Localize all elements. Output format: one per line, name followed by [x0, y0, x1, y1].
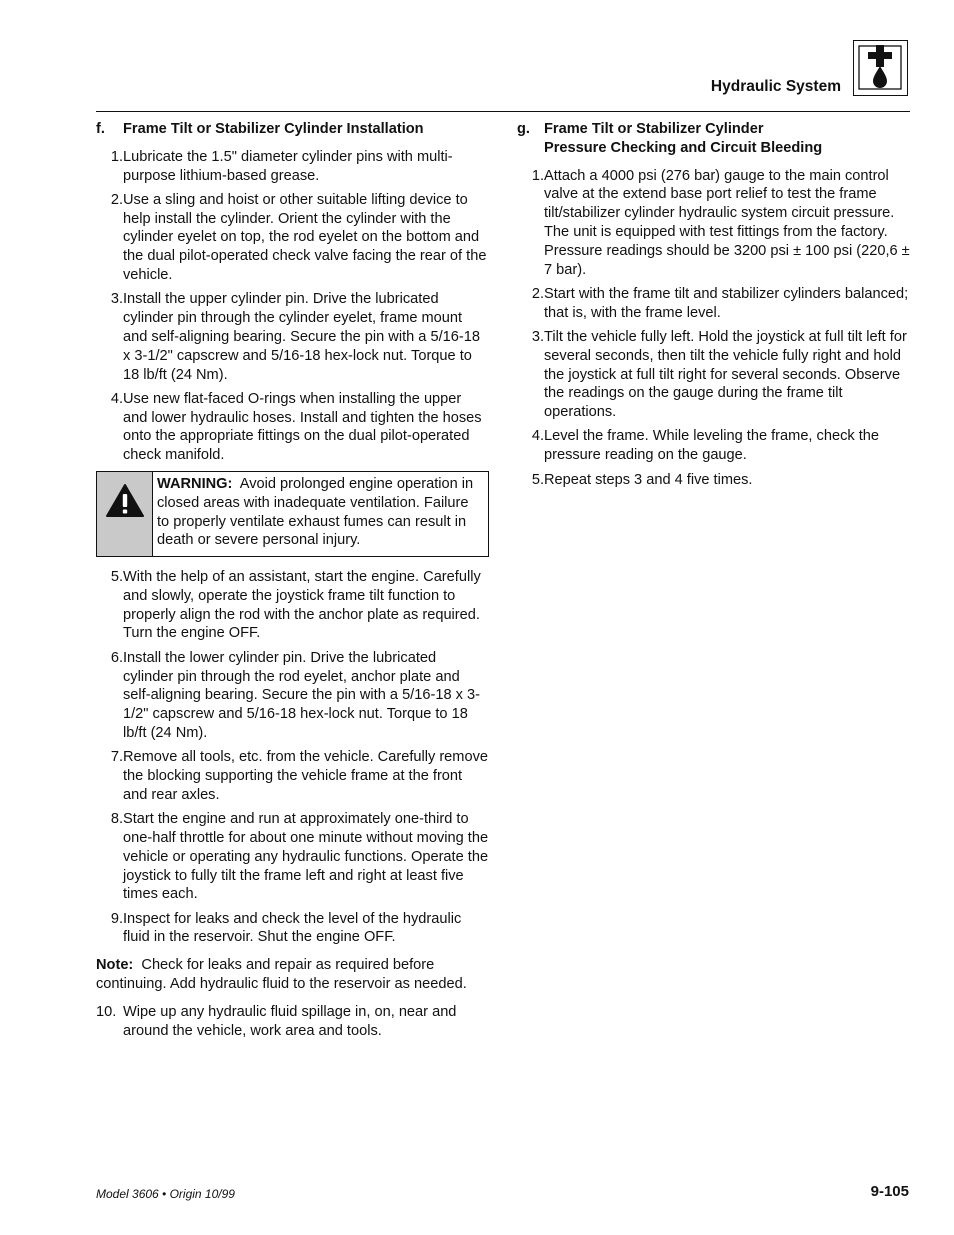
list-item [517, 167, 910, 280]
step-text: Install the upper cylinder pin. Drive the lubricated cylinder pin through the cylinder eyelet, frame mount and self-aligning bearing. Secure the pin with a 5/16-18 x 3-1/2" capscrew and 5/16-18 hex-lock nut. Torque to 18 lb/ft (24 Nm). [123, 291, 480, 383]
list-item [96, 568, 489, 643]
step-number: 1. [110, 148, 123, 165]
list-item [517, 471, 910, 490]
step-text: Wipe up any hydraulic fluid spillage in, on, near and around the vehicle, work area and tools. [123, 1003, 457, 1039]
step-text: Inspect for leaks and check the level of the hydraulic fluid in the reservoir. Shut the engine OFF. [123, 910, 462, 946]
list-item [517, 285, 910, 323]
page-number: 9-105 [870, 1183, 909, 1200]
step-number: 4. [531, 428, 544, 445]
step-text: With the help of an assistant, start the engine. Carefully and slowly, operate the joystick frame tilt function to properly align the rod with the anchor plate as required. Turn the engine OFF. [123, 569, 481, 642]
step-number: 6. [110, 649, 123, 666]
section-letter: f. [96, 121, 105, 137]
section-letter: g. [517, 121, 530, 137]
step-text: Lubricate the 1.5" diameter cylinder pins with multi-purpose lithium-based grease. [123, 148, 453, 184]
step-number: 5. [110, 569, 123, 586]
section-f-heading [96, 120, 489, 139]
step-text: Use new flat-faced O-rings when installing the upper and lower hydraulic hoses. Install and tighten the hoses onto the appropriate fittings on the dual pilot-operated check manifold. [123, 390, 482, 464]
note-text: Check for leaks and repair as required before continuing. Add hydraulic fluid to the reservoir as needed. [96, 957, 467, 992]
section-title-line1: Frame Tilt or Stabilizer Cylinder [544, 121, 764, 137]
note-label: Note: [96, 957, 134, 974]
list-item [96, 748, 489, 804]
list-item [96, 290, 489, 384]
section-title-line2: Pressure Checking and Circuit Bleeding [544, 139, 823, 156]
footer-model: Model 3606 • Origin 10/99 [96, 1187, 235, 1201]
step-text: Use a sling and hoist or other suitable lifting device to help install the cylinder. Orient the cylinder with the cylinder eyelet on top, the rod eyelet on the bottom and the dual pilot-operated check valve facing the rear of the vehicle. [123, 191, 487, 284]
warning-body: Avoid prolonged engine operation in closed areas with inadequate ventilation. Failure to properly ventilate exhaust fumes can result in death or severe personal injury. [157, 476, 474, 549]
step-text: Tilt the vehicle fully left. Hold the joystick at full tilt left for several seconds, then tilt the vehicle fully right and hold the joystick at full tilt right for several seconds. Observe the readings on the gauge during the frame tilt operations. [544, 328, 907, 421]
list-item [96, 810, 489, 904]
warning-icon-cell [97, 472, 153, 556]
warning-text [153, 472, 488, 556]
step-number: 10. [96, 1003, 117, 1020]
step-text: Attach a 4000 psi (276 bar) gauge to the main control valve at the extend base port relief to test the frame tilt/stabilizer cylinder hydraulic system circuit pressure. The unit is equipped with test fittings from the factory. Pressure readings should be 3200 psi ± 100 psi (220,6 ± 7 bar). [544, 167, 910, 278]
list-item [96, 1003, 489, 1041]
step-number: 5. [531, 471, 544, 488]
left-column [96, 120, 489, 1046]
warning-label: WARNING: [157, 476, 233, 493]
list-item [96, 910, 489, 948]
step-text: Start the engine and run at approximately one-third to one-half throttle for about one minute without moving the vehicle or operating any hydraulic functions. Operate the joystick to fully tilt the frame left and right at least five times each. [123, 811, 489, 903]
list-item [517, 427, 910, 465]
note [96, 956, 489, 994]
step-text: Start with the frame tilt and stabilizer cylinders balanced; that is, with the frame level. [544, 285, 909, 321]
list-item [96, 148, 489, 186]
section-g-heading [517, 120, 910, 158]
section-title: Frame Tilt or Stabilizer Cylinder Installation [123, 121, 424, 137]
step-number: 7. [110, 749, 123, 766]
hydraulic-fluid-icon [853, 40, 908, 96]
step-text: Install the lower cylinder pin. Drive the lubricated cylinder pin through the rod eyelet, anchor plate and self-aligning bearing. Secure the pin with a 5/16-18 x 3-1/2" capscrew and 5/16-18 hex-lock nut. Torque to 18 lb/ft (24 Nm). [123, 649, 480, 741]
step-text: Level the frame. While leveling the frame, check the pressure reading on the gauge. [544, 428, 880, 464]
warning-box [96, 471, 489, 557]
step-number: 3. [531, 328, 544, 345]
step-number: 3. [110, 291, 123, 308]
list-item [96, 649, 489, 743]
section-title [544, 120, 910, 158]
step-number: 4. [110, 390, 123, 407]
right-column [517, 120, 910, 495]
list-item [96, 390, 489, 465]
step-number: 9. [110, 910, 123, 927]
step-text: Remove all tools, etc. from the vehicle. Carefully remove the blocking supporting the vehicle frame at the front and rear axles. [123, 749, 488, 803]
step-number: 2. [110, 191, 123, 208]
header-title: Hydraulic System [710, 78, 841, 95]
step-number: 1. [531, 167, 544, 184]
step-number: 8. [110, 811, 123, 828]
list-item [96, 191, 489, 285]
list-item [517, 328, 910, 422]
header-rule [96, 111, 910, 112]
step-number: 2. [531, 285, 544, 302]
warning-triangle-icon [105, 483, 145, 519]
step-text: Repeat steps 3 and 4 five times. [544, 471, 753, 488]
